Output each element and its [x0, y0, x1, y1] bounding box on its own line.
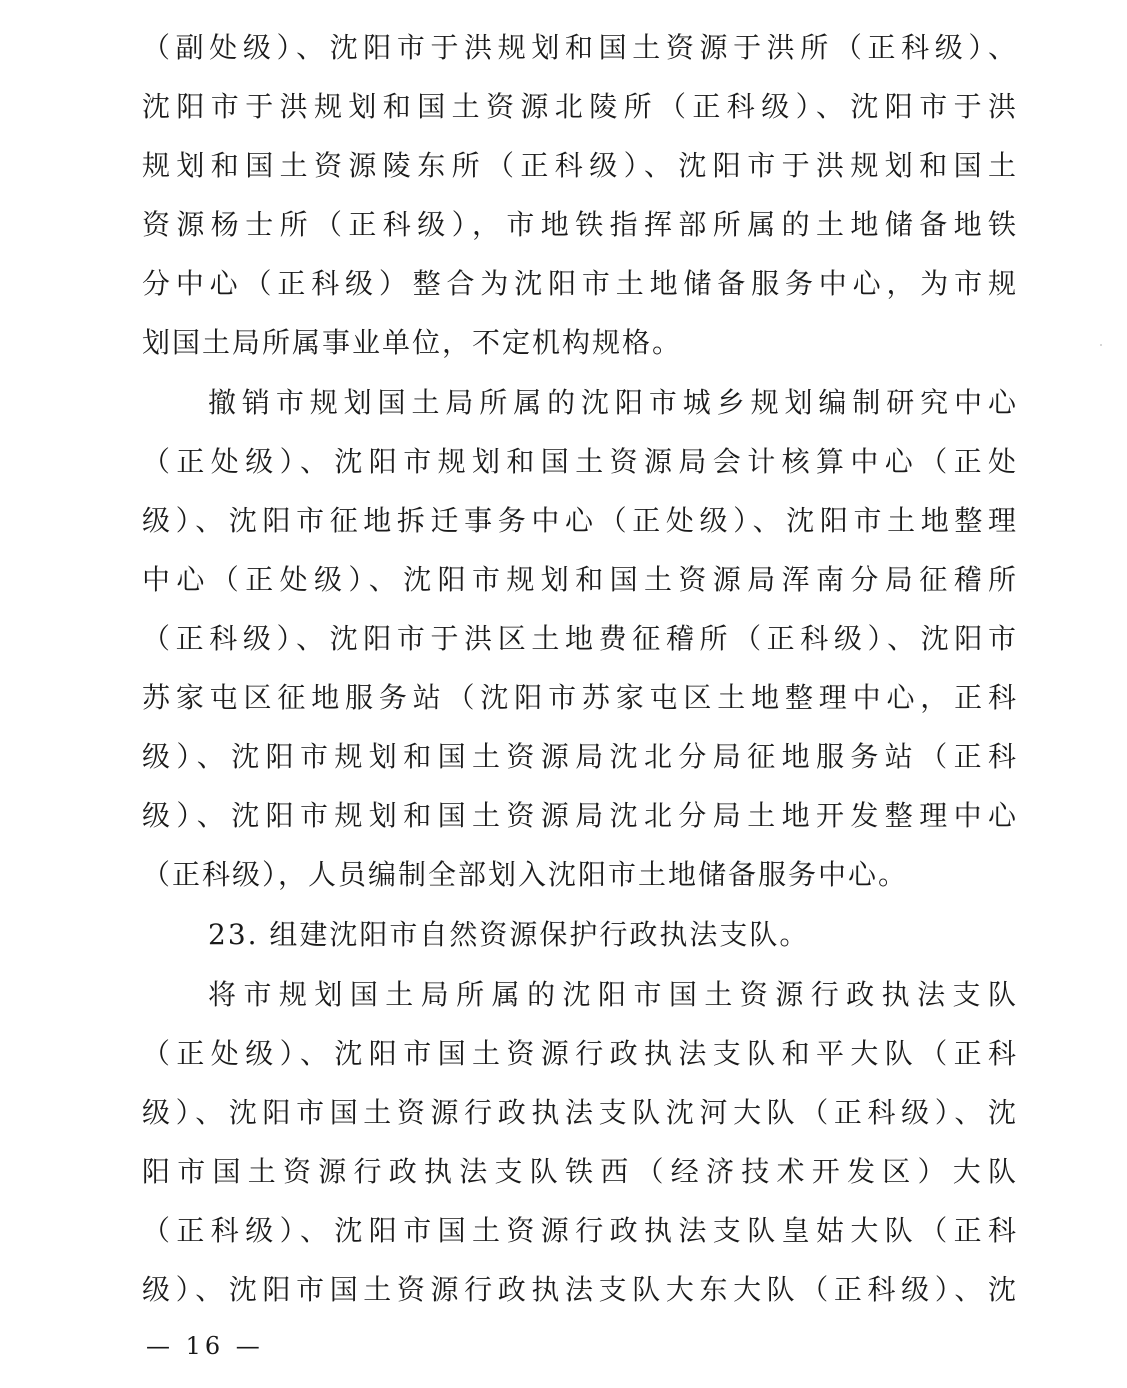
- section-heading: 23. 组建沈阳市自然资源保护行政执法支队。: [208, 918, 810, 951]
- text-line: 沈阳市于洪规划和国土资源北陵所（正科级）、沈阳市于洪: [142, 90, 1018, 123]
- text-line: 阳市国土资源行政执法支队铁西（经济技术开发区）大队: [142, 1155, 1018, 1188]
- text-line: 划国土局所属事业单位，不定机构规格。: [142, 326, 683, 359]
- text-line: 级）、沈阳市国土资源行政执法支队大东大队（正科级）、沈: [142, 1273, 1018, 1306]
- text-line: （正处级）、沈阳市规划和国土资源局会计核算中心（正处: [142, 445, 1018, 478]
- text-line: （正科级）、沈阳市国土资源行政执法支队皇姑大队（正科: [142, 1214, 1018, 1247]
- text-line: 苏家屯区征地服务站（沈阳市苏家屯区土地整理中心，正科: [142, 681, 1018, 714]
- text-line: 级）、沈阳市规划和国土资源局沈北分局土地开发整理中心: [142, 799, 1018, 832]
- page-number: — 16 —: [146, 1332, 264, 1360]
- text-line: （副处级）、沈阳市于洪规划和国土资源于洪所（正科级）、: [142, 31, 1018, 64]
- text-line: 级）、沈阳市征地拆迁事务中心（正处级）、沈阳市土地整理: [142, 504, 1018, 537]
- text-line: 中心（正处级）、沈阳市规划和国土资源局浑南分局征稽所: [142, 563, 1018, 596]
- text-line: 级）、沈阳市国土资源行政执法支队沈河大队（正科级）、沈: [142, 1096, 1018, 1129]
- text-line: 级）、沈阳市规划和国土资源局沈北分局征地服务站（正科: [142, 740, 1018, 773]
- text-line: （正科级），人员编制全部划入沈阳市土地储备服务中心。: [142, 858, 909, 891]
- text-line: 规划和国土资源陵东所（正科级）、沈阳市于洪规划和国土: [142, 149, 1018, 182]
- scan-speck: [1100, 344, 1102, 346]
- text-line: 资源杨士所（正科级），市地铁指挥部所属的土地储备地铁: [142, 208, 1018, 241]
- text-line: 分中心（正科级）整合为沈阳市土地储备服务中心，为市规: [142, 267, 1018, 300]
- text-line: （正处级）、沈阳市国土资源行政执法支队和平大队（正科: [142, 1037, 1018, 1070]
- paragraph-first-line: 撤销市规划国土局所属的沈阳市城乡规划编制研究中心: [208, 386, 1018, 419]
- text-line: （正科级）、沈阳市于洪区土地费征稽所（正科级）、沈阳市: [142, 622, 1018, 655]
- paragraph-first-line: 将市规划国土局所属的沈阳市国土资源行政执法支队: [208, 978, 1018, 1011]
